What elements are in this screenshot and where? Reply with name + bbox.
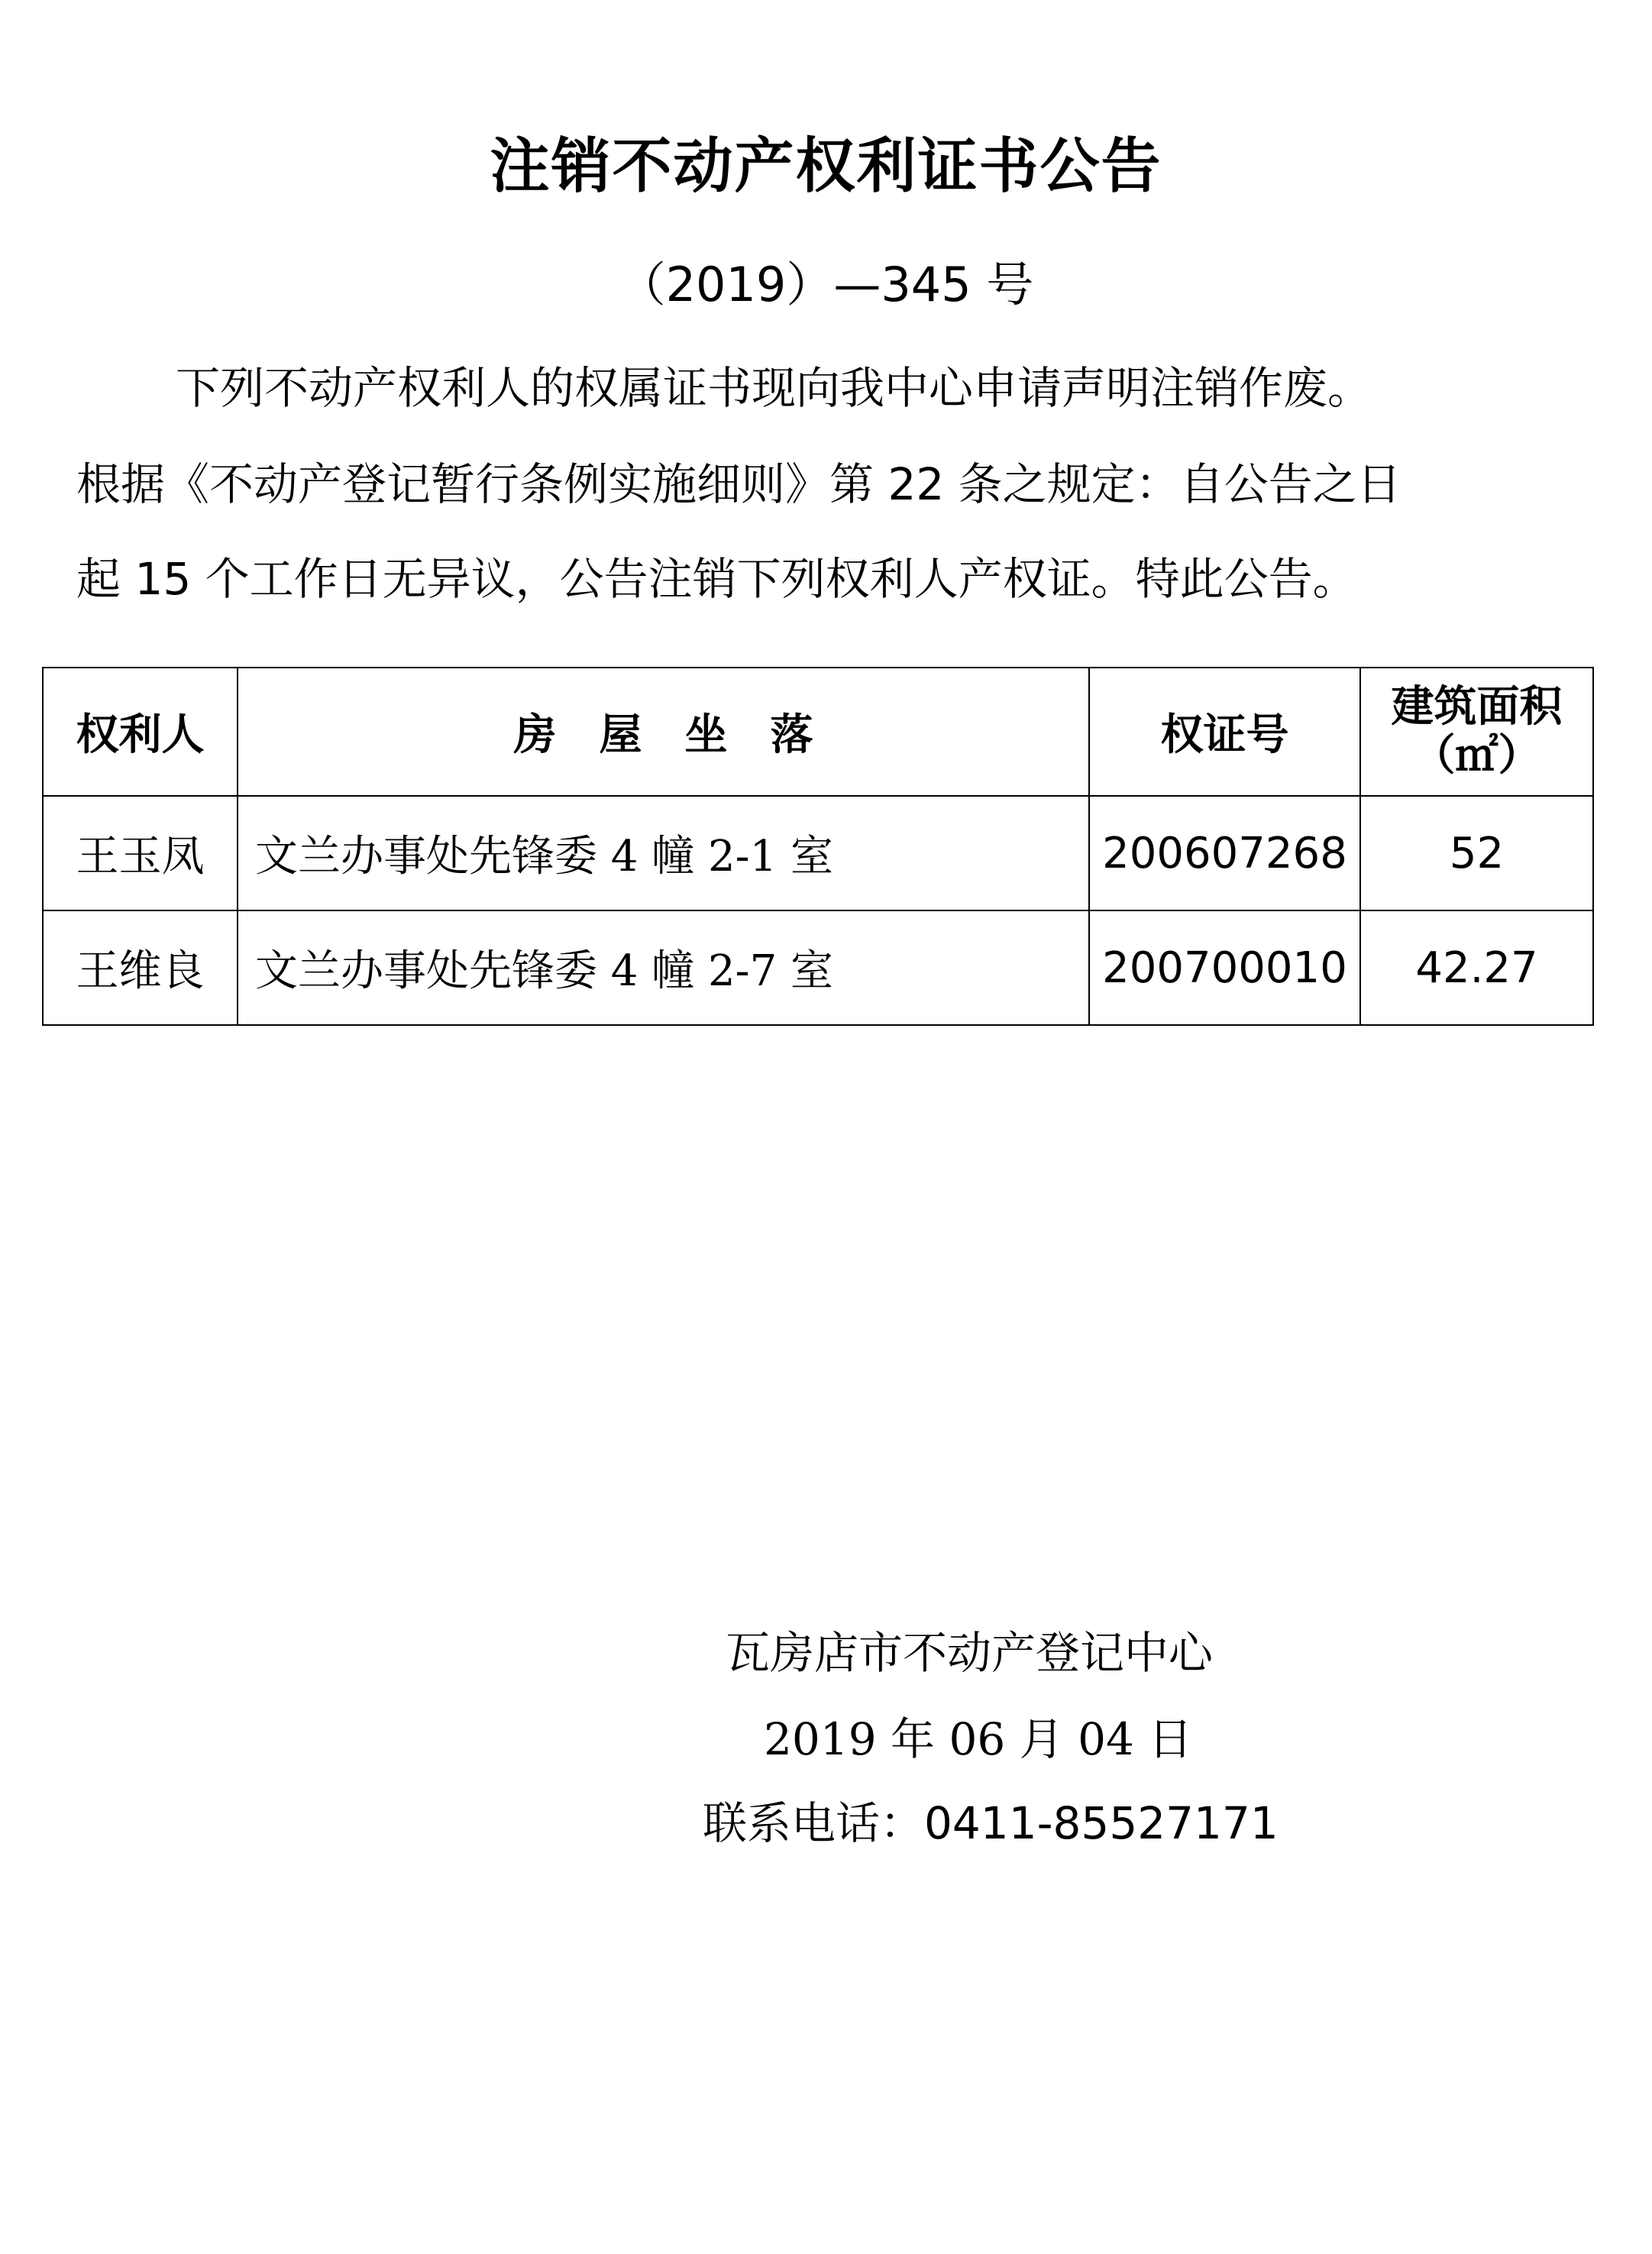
row-holder: 王玉凤 [43,796,238,910]
row-location: 文兰办事处先锋委 4 幢 2-1 室 [238,796,1089,910]
notice-body-line-2: 根据《不动产登记暂行条例实施细则》第 22 条之规定：自公告之日 [76,458,1401,510]
header-holder: 权利人 [43,668,238,796]
notice-body-line-1: 下列不动产权利人的权属证书现向我中心申请声明注销作废。 [176,362,1372,414]
row-area: 42.27 [1360,910,1593,1025]
row-area: 52 [1360,796,1593,910]
row-cert-no: 200700010 [1089,910,1360,1025]
table-row [43,910,1593,1025]
header-location: 房 屋 坐 落 [238,668,1089,796]
table-header-row [43,668,1593,796]
issue-date: 2019 年 06 月 04 日 [764,1713,1193,1765]
notice-body-line-3: 起 15 个工作日无异议，公告注销下列权利人产权证。特此公告。 [76,553,1357,605]
row-cert-no: 200607268 [1089,796,1360,910]
header-area-line-2: （㎡） [1412,731,1541,781]
row-location: 文兰办事处先锋委 4 幢 2-7 室 [238,910,1089,1025]
notice-number: （2019）—345 号 [618,257,1034,312]
table-row [43,796,1593,910]
row-holder: 王维良 [43,910,238,1025]
header-area-line-1: 建筑面积 [1391,681,1563,732]
records-table [42,667,1594,1026]
header-cert-no: 权证号 [1089,668,1360,796]
notice-title: 注销不动产权利证书公告 [490,132,1162,201]
issuing-organization: 瓦房店市不动产登记中心 [726,1627,1214,1679]
contact-phone: 联系电话：0411-85527171 [703,1797,1279,1849]
header-area [1360,668,1593,796]
